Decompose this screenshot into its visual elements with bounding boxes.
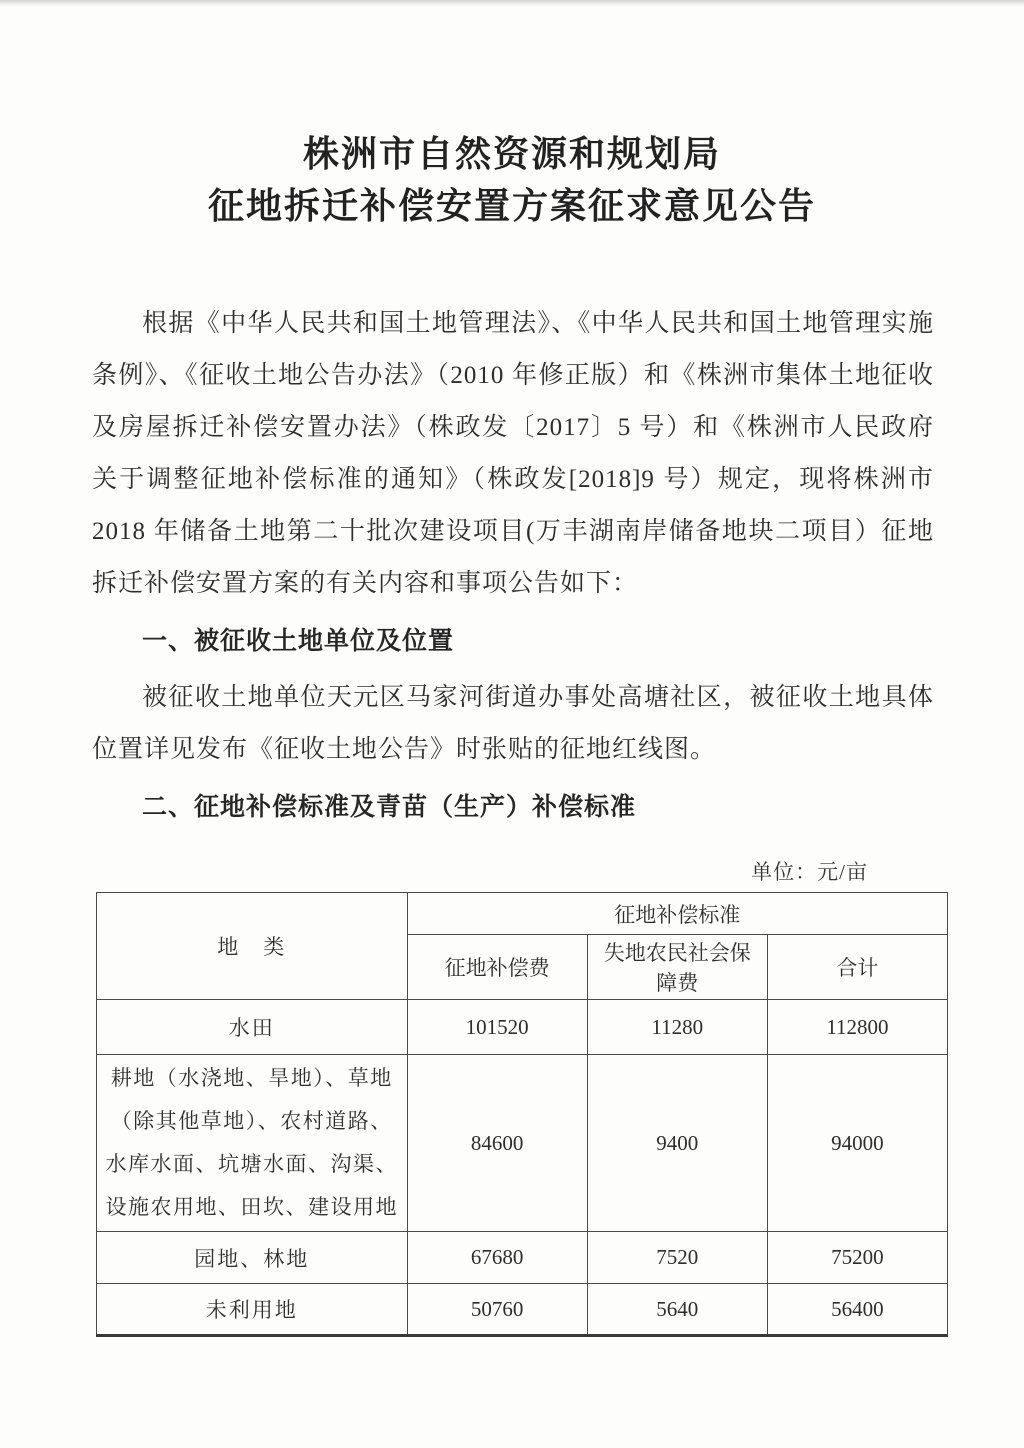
cell-compensation-fee: 101520: [407, 1000, 587, 1055]
cell-compensation-fee: 84600: [407, 1055, 587, 1232]
scan-artifact: [0, 0, 1024, 7]
cell-compensation-fee: 50760: [407, 1284, 587, 1336]
table-row: [97, 1284, 948, 1336]
cell-total: 94000: [767, 1055, 947, 1232]
table-row: [97, 1232, 948, 1284]
compensation-table: [96, 892, 948, 1337]
header-cell-land-type: 地 类: [97, 893, 408, 1000]
cell-total: 56400: [767, 1284, 947, 1336]
table-row: [97, 1000, 948, 1055]
section1-heading: 一、被征收土地单位及位置: [142, 628, 455, 655]
table-unit-label: 单位：元/亩: [751, 860, 868, 884]
cell-land-type: 耕地（水浇地、旱地）、草地（除其他草地）、农村道路、水库水面、坑塘水面、沟渠、设施农用地、田坎、建设用地: [97, 1055, 408, 1232]
cell-social-security-fee: 11280: [587, 1000, 767, 1055]
table-row: [97, 1055, 948, 1232]
cell-social-security-fee: 5640: [587, 1284, 767, 1336]
document-title-line2: 征地拆迁补偿安置方案征求意见公告: [207, 186, 816, 226]
header-cell-total: 合计: [767, 935, 947, 1000]
table-header-row-1: [97, 893, 948, 935]
cell-social-security-fee: 7520: [587, 1232, 767, 1284]
cell-total: 112800: [767, 1000, 947, 1055]
cell-land-type: 园地、林地: [97, 1232, 408, 1284]
document-title-line1: 株洲市自然资源和规划局: [302, 134, 721, 174]
cell-land-type: 水田: [97, 1000, 408, 1055]
header-cell-group: 征地补偿标准: [407, 893, 947, 935]
section1-paragraph: 被征收土地单位天元区马家河街道办事处高塘社区，被征收土地具体位置详见发布《征收土地公告》时张贴的征地红线图。: [92, 684, 934, 763]
cell-land-type: 未利用地: [97, 1284, 408, 1336]
section2-heading: 二、征地补偿标准及青苗（生产）补偿标准: [142, 794, 637, 821]
document-body: [92, 298, 934, 834]
header-cell-social-security-fee: 失地农民社会保障费: [587, 935, 767, 1000]
header-cell-compensation-fee: 征地补偿费: [407, 935, 587, 1000]
cell-social-security-fee: 9400: [587, 1055, 767, 1232]
cell-total: 75200: [767, 1232, 947, 1284]
intro-paragraph: 根据《中华人民共和国土地管理法》、《中华人民共和国土地管理实施条例》、《征收土地公告办法》（2010 年修正版）和《株洲市集体土地征收及房屋拆迁补偿安置办法》（株政发〔2017〕5 号）和《株洲市人民政府关于调整征地补偿标准的通知》（株政发[2018]9 号）规定，现将株洲市 2018 年储备土地第二十批次建设项目(万丰湖南岸储备地块二项目）征地拆迁补偿安置方案的有关内容和事项公告如下：: [92, 310, 934, 597]
cell-compensation-fee: 67680: [407, 1232, 587, 1284]
